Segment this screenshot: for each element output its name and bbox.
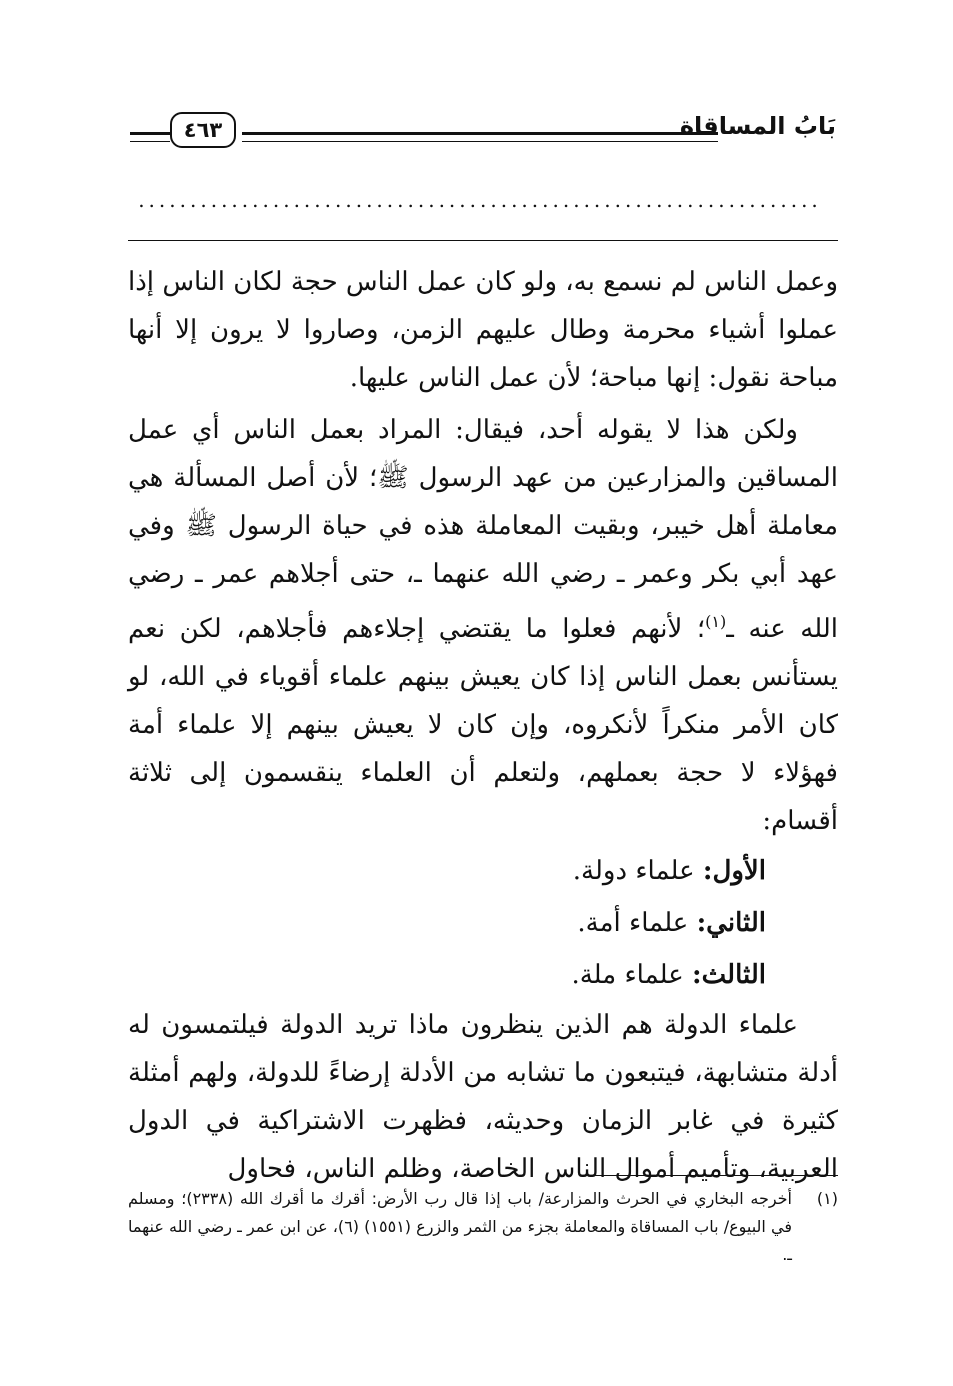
footnote	[128, 1185, 838, 1269]
page-number: ٤٦٣	[170, 112, 236, 148]
footnote-reference: (١)	[705, 612, 727, 631]
list-item-label: الثالث:	[692, 960, 766, 990]
main-text	[128, 258, 838, 1193]
footnote-rule	[588, 1175, 838, 1176]
paragraph-1: وعمل الناس لم نسمع به، ولو كان عمل الناس حجة لكان الناس إذا عملوا أشياء محرمة وطال عليهم الزمن، وصاروا لا يرون إلا أنها مباحة نقول: إنها مباحة؛ لأن عمل الناس عليها.	[128, 267, 838, 393]
list-item-label: الثاني:	[696, 908, 766, 938]
list-item	[128, 949, 838, 1001]
list-item-label: الأول:	[702, 856, 766, 886]
dotted-separator: ..................................................................	[138, 188, 822, 212]
paragraph-2	[128, 406, 838, 845]
footnote-number: (١)	[816, 1189, 838, 1208]
paragraph-3: علماء الدولة هم الذين ينظرون ماذا تريد الدولة فيلتمسون له أدلة متشابهة، فيتبعون ما تشابه من الأدلة إرضاءً للدولة، ولهم أمثلة كثيرة في غابر الزمان وحديثه، فظهرت الاشتراكية في الدول العربية، وتأميم أموال الناس الخاصة، وظلم الناس، فحاول	[128, 1010, 838, 1184]
header-rule	[242, 132, 718, 142]
list-item-text: علماء أمة.	[577, 908, 697, 938]
list-item-text: علماء دولة.	[572, 856, 703, 886]
paragraph-2-part-1: ولكن هذا لا يقوله أحد، فيقال: المراد بعمل الناس أي عمل المساقين والمزارعين من عهد الرسول ﷺ؛ لأن أصل المسألة هي معاملة أهل خيبر، وبقيت المعاملة هذه في حياة الرسول ﷺ وفي عهد أبي بكر وعمر ـ رضي الله عنهما ـ، حتى أجلاهم عمر ـ رضي الله عنه ـ	[128, 415, 838, 644]
page-header	[130, 108, 836, 152]
section-rule	[128, 240, 838, 241]
chapter-title: بَابُ المساقاة	[679, 112, 836, 140]
paragraph-2-part-2: ؛ لأنهم فعلوا ما يقتضي إجلاءهم فأجلاهم، لكن نعم يستأنس بعمل الناس إذا كان يعيش بينهم علماء أقوياء في الله، لو كان الأمر منكراً لأنكروه، وإن كان لا يعيش بينهم إلا علماء أمة فهؤلاء لا حجة بعملهم، ولتعلم أن العلماء ينقسمون إلى ثلاثة أقسام:	[128, 614, 838, 836]
header-rule-end	[130, 132, 170, 142]
list-item-text: علماء ملة.	[571, 960, 693, 990]
list-item	[128, 845, 838, 897]
list-item	[128, 897, 838, 949]
footnote-text: أخرجه البخاري في الحرث والمزارعة/ باب إذا قال رب الأرض: أقرك ما أقرك الله (٢٣٣٨)؛ ومسلم في البيوع/ باب المساقاة والمعاملة بجزء من الثمر والزرع (١٥٥١) (٦)، عن ابن عمر ـ رضي الله عنهما ـ.	[128, 1189, 793, 1264]
